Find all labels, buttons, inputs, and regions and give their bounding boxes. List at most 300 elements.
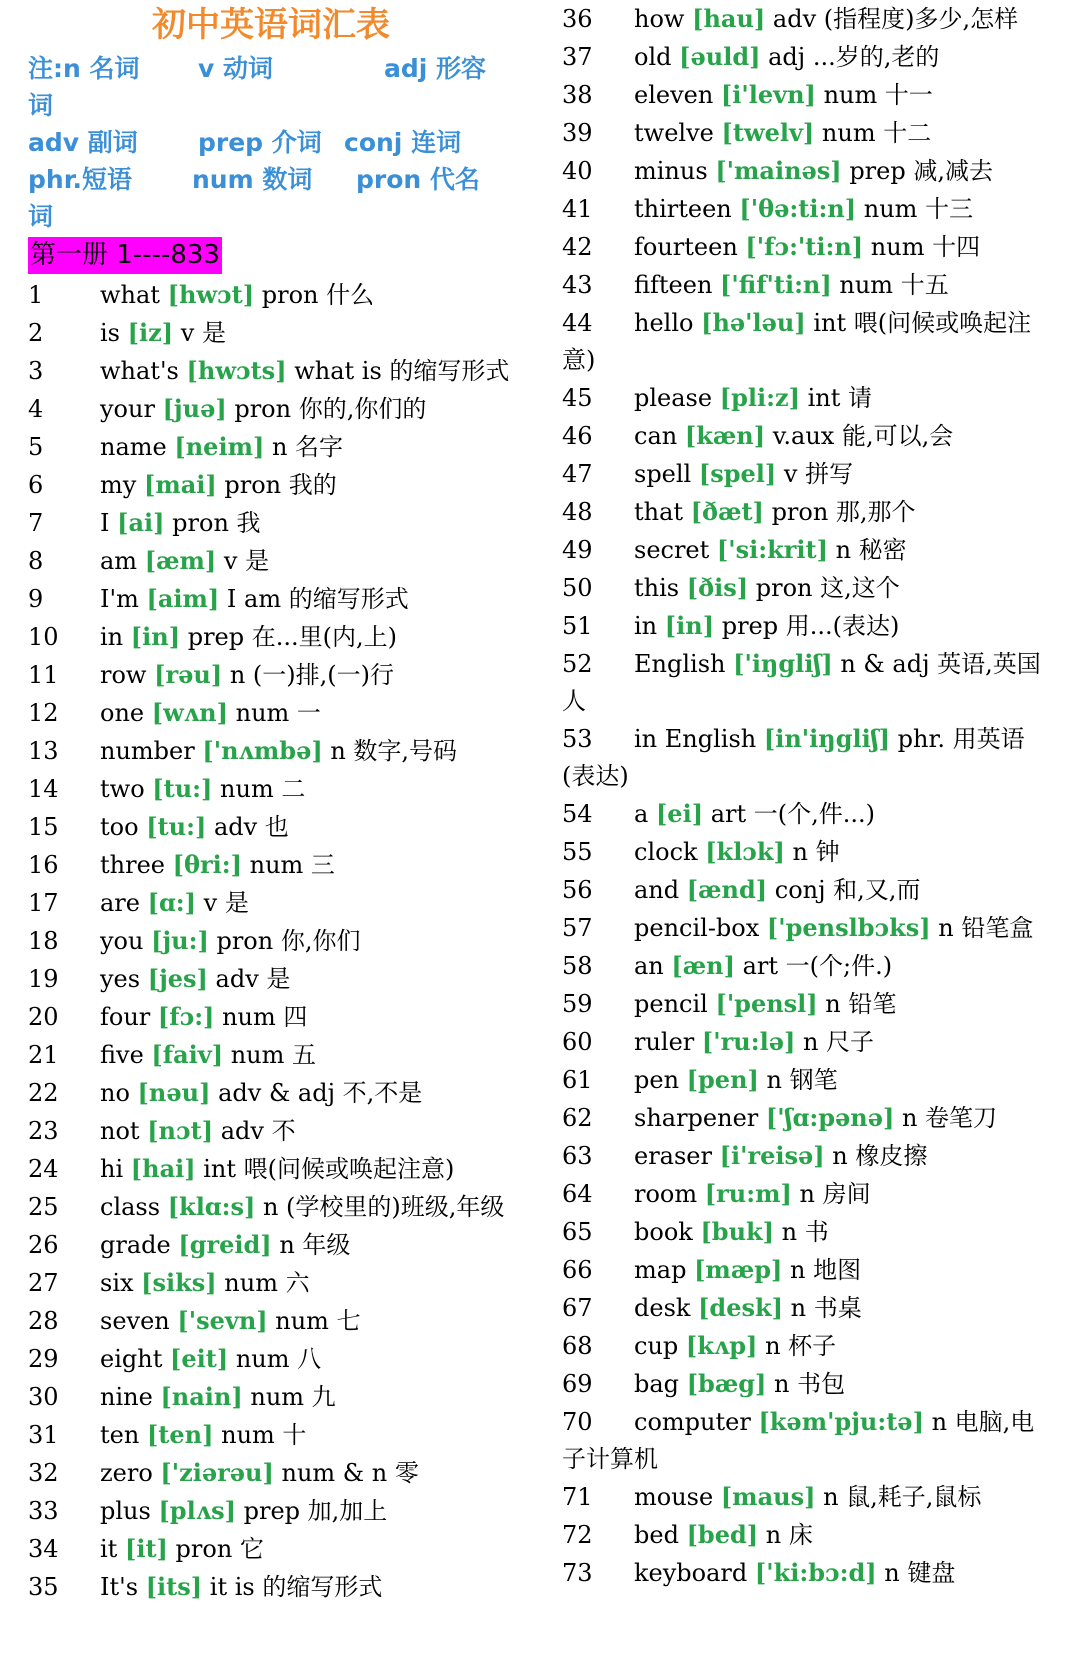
entry-phonetic: [hai] (130, 1154, 196, 1183)
entry-word: you (100, 927, 144, 955)
entry-word: is (100, 319, 120, 347)
entry-number: 9 (28, 585, 44, 613)
entry-number: 43 (562, 271, 593, 299)
entry-definition: num 一 (235, 699, 321, 727)
entry-definition: I am 的缩写形式 (226, 585, 409, 613)
entry-phonetic: ['ziərəu] (160, 1458, 274, 1487)
entry-number: 56 (562, 876, 593, 904)
entry-phonetic: [iz] (127, 318, 174, 347)
entry-word: plus (100, 1497, 151, 1525)
entry-definition: n 钟 (792, 838, 840, 866)
page-title: 初中英语词汇表 (152, 5, 390, 45)
entry-word: an (634, 952, 664, 980)
entry-word: my (100, 471, 137, 499)
entry-definition: int 请 (807, 384, 872, 412)
entry-phonetic: [in] (130, 622, 181, 651)
entry-phonetic: [rəu] (154, 660, 223, 689)
entry-number: 11 (28, 661, 59, 689)
vocab-entry (562, 795, 1052, 833)
vocab-entry (28, 390, 514, 428)
entry-number: 68 (562, 1332, 593, 1360)
entry-number: 25 (28, 1193, 59, 1221)
entry-definition: it is 的缩写形式 (209, 1573, 383, 1601)
entry-number: 19 (28, 965, 59, 993)
entry-phonetic: [plʌs] (158, 1496, 236, 1525)
legend-item: num 数词 (192, 165, 313, 194)
entry-word: six (100, 1269, 134, 1297)
entry-word: no (100, 1079, 130, 1107)
entry-number: 44 (562, 309, 593, 337)
entry-number: 38 (562, 81, 593, 109)
vocab-entry (562, 455, 1052, 493)
vocab-entry (562, 1251, 1052, 1289)
entry-definition: what is 的缩写形式 (294, 357, 510, 385)
entry-word: please (634, 384, 713, 412)
entry-phonetic: [æn] (671, 951, 735, 980)
entry-phonetic: [neim] (174, 432, 265, 461)
entry-phonetic: [it] (124, 1534, 168, 1563)
entry-word: and (634, 876, 680, 904)
vocab-entry (28, 770, 514, 808)
entry-definition: n 床 (765, 1521, 813, 1549)
entry-word: thirteen (634, 195, 732, 223)
vocab-entry (562, 1289, 1052, 1327)
entry-word: clock (634, 838, 698, 866)
vocab-entry (562, 0, 1052, 38)
entry-word: three (100, 851, 165, 879)
entry-phonetic: [aim] (146, 584, 220, 613)
entry-phonetic: ['θə:ti:n] (739, 194, 857, 223)
vocab-entry (28, 1454, 514, 1492)
entry-phonetic: [pen] (686, 1065, 759, 1094)
entry-word: book (634, 1218, 693, 1246)
entry-word: ten (100, 1421, 140, 1449)
entry-definition: n & adj 英语,英国人 (562, 650, 1041, 715)
vocab-entry (562, 569, 1052, 607)
entry-number: 59 (562, 990, 593, 1018)
entry-phonetic: [θri:] (172, 850, 242, 879)
entry-word: cup (634, 1332, 679, 1360)
vocab-entry (562, 947, 1052, 985)
entry-word: It's (100, 1573, 139, 1601)
vocab-entry (562, 1099, 1052, 1137)
entry-number: 47 (562, 460, 593, 488)
entry-word: not (100, 1117, 140, 1145)
entry-phonetic: [ðæt] (690, 497, 764, 526)
vocab-entry (28, 1530, 514, 1568)
vocab-entry (28, 1226, 514, 1264)
vocab-entry (562, 1023, 1052, 1061)
entry-definition: prep 减,减去 (849, 157, 993, 185)
entry-word: keyboard (634, 1559, 748, 1587)
vocab-entry (562, 114, 1052, 152)
legend-item: 注:n 名词 (28, 54, 140, 83)
volume-label: 第一册 1----833 (28, 237, 222, 274)
entry-word: eraser (634, 1142, 712, 1170)
vocab-entry (28, 656, 514, 694)
vocab-entry (28, 466, 514, 504)
entry-definition: adv & adj 不,不是 (218, 1079, 423, 1107)
entry-phonetic: [ru:m] (704, 1179, 792, 1208)
entry-phonetic: [pli:z] (719, 383, 800, 412)
vocab-entry (562, 1213, 1052, 1251)
entry-number: 53 (562, 725, 593, 753)
vocab-entry (28, 618, 514, 656)
entry-phonetic: ['pensl] (715, 989, 818, 1018)
entry-phonetic: [desk] (698, 1293, 783, 1322)
vocab-entry (28, 808, 514, 846)
vocab-entry (28, 1074, 514, 1112)
entry-definition: v 拼写 (783, 460, 854, 488)
entry-word: English (634, 650, 726, 678)
entry-number: 21 (28, 1041, 59, 1069)
entry-definition: pron 这,这个 (755, 574, 900, 602)
entry-number: 4 (28, 395, 44, 423)
entry-definition: n 书 (781, 1218, 829, 1246)
entry-definition: phr. 用英语(表达) (562, 725, 1025, 790)
vocab-entry (562, 1137, 1052, 1175)
entry-number: 29 (28, 1345, 59, 1373)
entry-definition: num 四 (222, 1003, 308, 1031)
entry-number: 39 (562, 119, 593, 147)
entry-phonetic: ['fif'ti:n] (720, 270, 832, 299)
vocab-entry (28, 1492, 514, 1530)
entry-definition: pron 那,那个 (771, 498, 916, 526)
entry-phonetic: [its] (145, 1572, 203, 1601)
entry-phonetic: ['nʌmbə] (202, 736, 323, 765)
entry-definition: num 八 (235, 1345, 322, 1373)
entry-number: 16 (28, 851, 59, 879)
entry-word: fourteen (634, 233, 738, 261)
entry-word: yes (100, 965, 141, 993)
entry-definition: n 地图 (790, 1256, 862, 1284)
legend-wrap: 词 (28, 202, 54, 231)
vocab-entry (28, 846, 514, 884)
entry-phonetic: ['sevn] (177, 1306, 268, 1335)
entry-word: four (100, 1003, 151, 1031)
entry-definition: prep 在...里(内,上) (187, 623, 397, 651)
entry-phonetic: [twelv] (721, 118, 815, 147)
entry-phonetic: [spel] (698, 459, 777, 488)
entry-number: 51 (562, 612, 593, 640)
entry-word: how (634, 5, 685, 33)
entry-definition: adv 是 (215, 965, 291, 993)
vocab-entry (28, 1416, 514, 1454)
entry-number: 17 (28, 889, 59, 917)
entry-word: one (100, 699, 145, 727)
entry-word: hello (634, 309, 694, 337)
vocab-entry (28, 580, 514, 618)
entry-definition: num 三 (249, 851, 335, 879)
legend-item: conj 连词 (344, 128, 462, 157)
entry-number: 42 (562, 233, 593, 261)
entry-phonetic: ['iŋgliʃ] (733, 649, 833, 678)
entry-phonetic: [mai] (143, 470, 217, 499)
vocab-entry (28, 884, 514, 922)
vocab-entry (562, 493, 1052, 531)
entry-number: 18 (28, 927, 59, 955)
entry-word: map (634, 1256, 687, 1284)
entry-number: 40 (562, 157, 593, 185)
entry-number: 23 (28, 1117, 59, 1145)
entry-definition: int 喂(问候或唤起注意) (203, 1155, 455, 1183)
entry-number: 54 (562, 800, 593, 828)
entry-number: 69 (562, 1370, 593, 1398)
entry-number: 35 (28, 1573, 59, 1601)
entry-definition: num 二 (220, 775, 306, 803)
entry-word: room (634, 1180, 698, 1208)
entry-word: that (634, 498, 684, 526)
entry-number: 8 (28, 547, 44, 575)
entry-number: 20 (28, 1003, 59, 1031)
entry-definition: n 橡皮擦 (832, 1142, 928, 1170)
right-column (562, 0, 1052, 1592)
abbreviation-legend (28, 50, 514, 235)
vocab-list-left (28, 276, 514, 1606)
entry-definition: pron 你的,你们的 (234, 395, 427, 423)
entry-definition: n 铅笔盒 (938, 914, 1034, 942)
entry-definition: v 是 (180, 319, 226, 347)
entry-definition: n 铅笔 (825, 990, 897, 1018)
entry-phonetic: [nəu] (137, 1078, 211, 1107)
entry-word: in English (634, 725, 757, 753)
vocab-entry (28, 960, 514, 998)
vocab-entry (562, 1061, 1052, 1099)
entry-definition: prep 加,加上 (243, 1497, 388, 1525)
vocab-entry (28, 276, 514, 314)
entry-phonetic: ['si:krit] (716, 535, 828, 564)
entry-number: 31 (28, 1421, 59, 1449)
entry-definition: num 十四 (870, 233, 981, 261)
vocab-entry (562, 379, 1052, 417)
entry-definition: conj 和,又,而 (774, 876, 921, 904)
entry-definition: n 钢笔 (766, 1066, 838, 1094)
entry-definition: v 是 (223, 547, 270, 575)
entry-definition: prep 用...(表达) (721, 612, 900, 640)
entry-word: secret (634, 536, 710, 564)
entry-number: 70 (562, 1408, 593, 1436)
entry-number: 58 (562, 952, 593, 980)
left-column (28, 0, 514, 1606)
entry-word: seven (100, 1307, 170, 1335)
entry-number: 66 (562, 1256, 593, 1284)
entry-word: spell (634, 460, 692, 488)
entry-phonetic: [ðis] (686, 573, 749, 602)
entry-phonetic: [tu:] (146, 812, 207, 841)
entry-definition: adv 不 (220, 1117, 296, 1145)
entry-phonetic: [klɔk] (705, 837, 785, 866)
entry-word: pen (634, 1066, 680, 1094)
entry-word: minus (634, 157, 708, 185)
entry-definition: num 十 (221, 1421, 307, 1449)
entry-definition: pron 你,你们 (216, 927, 361, 955)
entry-number: 26 (28, 1231, 59, 1259)
entry-phonetic: [maus] (720, 1482, 816, 1511)
entry-phonetic: [ten] (146, 1420, 214, 1449)
entry-number: 1 (28, 281, 44, 309)
legend-wrap: 词 (28, 91, 54, 120)
legend-item: pron 代名 (356, 165, 480, 194)
entry-phonetic: [ɑ:] (147, 888, 196, 917)
vocab-entry (28, 428, 514, 466)
entry-definition: num 六 (224, 1269, 310, 1297)
entry-number: 37 (562, 43, 593, 71)
vocab-entry (562, 909, 1052, 947)
vocab-entry (562, 607, 1052, 645)
legend-item: v 动词 (198, 54, 274, 83)
entry-word: your (100, 395, 155, 423)
entry-phonetic: ['ki:bɔ:d] (754, 1558, 877, 1587)
entry-phonetic: [ænd] (686, 875, 768, 904)
vocab-entry (28, 314, 514, 352)
entry-number: 36 (562, 5, 593, 33)
entry-phonetic: [siks] (141, 1268, 217, 1297)
entry-phonetic: [i'levn] (720, 80, 816, 109)
entry-number: 33 (28, 1497, 59, 1525)
entry-definition: n 卷笔刀 (901, 1104, 998, 1132)
vocab-entry (562, 228, 1052, 266)
entry-word: nine (100, 1383, 153, 1411)
entry-word: eight (100, 1345, 163, 1373)
entry-number: 48 (562, 498, 593, 526)
entry-number: 13 (28, 737, 59, 765)
entry-phonetic: ['fɔ:'ti:n] (745, 232, 864, 261)
entry-number: 52 (562, 650, 593, 678)
entry-phonetic: [hə'ləu] (701, 308, 806, 337)
entry-definition: num 十一 (823, 81, 933, 109)
vocab-entry (28, 1150, 514, 1188)
entry-word: what (100, 281, 160, 309)
entry-word: pencil-box (634, 914, 760, 942)
entry-number: 61 (562, 1066, 593, 1094)
entry-number: 62 (562, 1104, 593, 1132)
entry-definition: v.aux 能,可以,会 (772, 422, 954, 450)
entry-definition: n 秘密 (835, 536, 907, 564)
entry-definition: n 鼠,耗子,鼠标 (823, 1483, 982, 1511)
entry-definition: num 十二 (821, 119, 932, 147)
entry-definition: pron 什么 (261, 281, 375, 309)
entry-number: 27 (28, 1269, 59, 1297)
entry-definition: num 九 (250, 1383, 336, 1411)
entry-phonetic: ['penslbɔks] (766, 913, 931, 942)
entry-phonetic: [wʌn] (151, 698, 228, 727)
entry-phonetic: [ju:] (151, 926, 209, 955)
entry-number: 6 (28, 471, 44, 499)
entry-phonetic: [fɔ:] (157, 1002, 215, 1031)
entry-phonetic: [eit] (169, 1344, 229, 1373)
entry-number: 46 (562, 422, 593, 450)
entry-number: 15 (28, 813, 59, 841)
vocab-entry (562, 833, 1052, 871)
entry-number: 24 (28, 1155, 59, 1183)
entry-number: 7 (28, 509, 44, 537)
vocab-entry (562, 1516, 1052, 1554)
legend-item: adj 形容 (384, 54, 487, 83)
entry-phonetic: [nain] (160, 1382, 243, 1411)
entry-definition: n 书桌 (790, 1294, 862, 1322)
entry-word: eleven (634, 81, 714, 109)
vocab-entry (562, 1365, 1052, 1403)
entry-phonetic: [mæp] (694, 1255, 783, 1284)
entry-definition: n 电脑,电子计算机 (562, 1408, 1035, 1473)
entry-phonetic: [bed] (686, 1520, 759, 1549)
entry-phonetic: [hwɔts] (186, 356, 287, 385)
entry-phonetic: [kʌp] (685, 1331, 758, 1360)
entry-definition: adv (指程度)多少,怎样 (772, 5, 1019, 33)
entry-word: two (100, 775, 145, 803)
entry-phonetic: [juə] (162, 394, 227, 423)
entry-phonetic: [in] (664, 611, 715, 640)
entry-number: 5 (28, 433, 44, 461)
entry-word: row (100, 661, 147, 689)
vocab-entry (562, 720, 1052, 795)
entry-definition: n 年级 (279, 1231, 351, 1259)
entry-number: 10 (28, 623, 59, 651)
entry-number: 72 (562, 1521, 593, 1549)
entry-definition: n 杯子 (765, 1332, 837, 1360)
entry-definition: adv 也 (213, 813, 289, 841)
entry-definition: int 喂(问候或唤起注意) (562, 309, 1032, 374)
entry-phonetic: [bæg] (686, 1369, 767, 1398)
entry-word: sharpener (634, 1104, 759, 1132)
vocab-entry (28, 694, 514, 732)
entry-definition: pron 它 (175, 1535, 264, 1563)
entry-phonetic: [tu:] (152, 774, 213, 803)
entry-definition: num & n 零 (281, 1459, 419, 1487)
entry-word: are (100, 889, 140, 917)
vocab-entry (28, 1036, 514, 1074)
entry-word: in (100, 623, 124, 651)
entry-definition: num 七 (275, 1307, 361, 1335)
entry-number: 41 (562, 195, 593, 223)
entry-number: 63 (562, 1142, 593, 1170)
entry-word: pencil (634, 990, 708, 1018)
entry-definition: adj ...岁的,老的 (768, 43, 940, 71)
entry-number: 32 (28, 1459, 59, 1487)
legend-item: phr.短语 (28, 165, 132, 194)
vocab-entry (562, 1175, 1052, 1213)
entry-phonetic: ['ru:lə] (701, 1027, 796, 1056)
entry-definition: n 尺子 (802, 1028, 875, 1056)
entry-word: a (634, 800, 649, 828)
entry-word: name (100, 433, 167, 461)
entry-definition: n 书包 (774, 1370, 846, 1398)
legend-item: adv 副词 (28, 128, 138, 157)
vocab-entry (562, 985, 1052, 1023)
vocab-entry (562, 76, 1052, 114)
entry-number: 57 (562, 914, 593, 942)
vocab-entry (562, 304, 1052, 379)
entry-word: am (100, 547, 138, 575)
entry-definition: n (学校里的)班级,年级 (262, 1193, 505, 1221)
entry-definition: pron 我 (172, 509, 261, 537)
entry-word: desk (634, 1294, 691, 1322)
entry-definition: pron 我的 (224, 471, 337, 499)
entry-word: it (100, 1535, 118, 1563)
entry-number: 67 (562, 1294, 593, 1322)
entry-phonetic: [in'iŋgliʃ] (763, 724, 891, 753)
entry-phonetic: [æm] (144, 546, 217, 575)
entry-number: 73 (562, 1559, 593, 1587)
vocab-entry (562, 190, 1052, 228)
vocab-entry (28, 998, 514, 1036)
entry-phonetic: [klɑ:s] (167, 1192, 256, 1221)
vocab-entry (562, 531, 1052, 569)
vocab-entry (562, 1327, 1052, 1365)
vocab-entry (28, 1378, 514, 1416)
entry-phonetic: [buk] (700, 1217, 775, 1246)
entry-number: 28 (28, 1307, 59, 1335)
